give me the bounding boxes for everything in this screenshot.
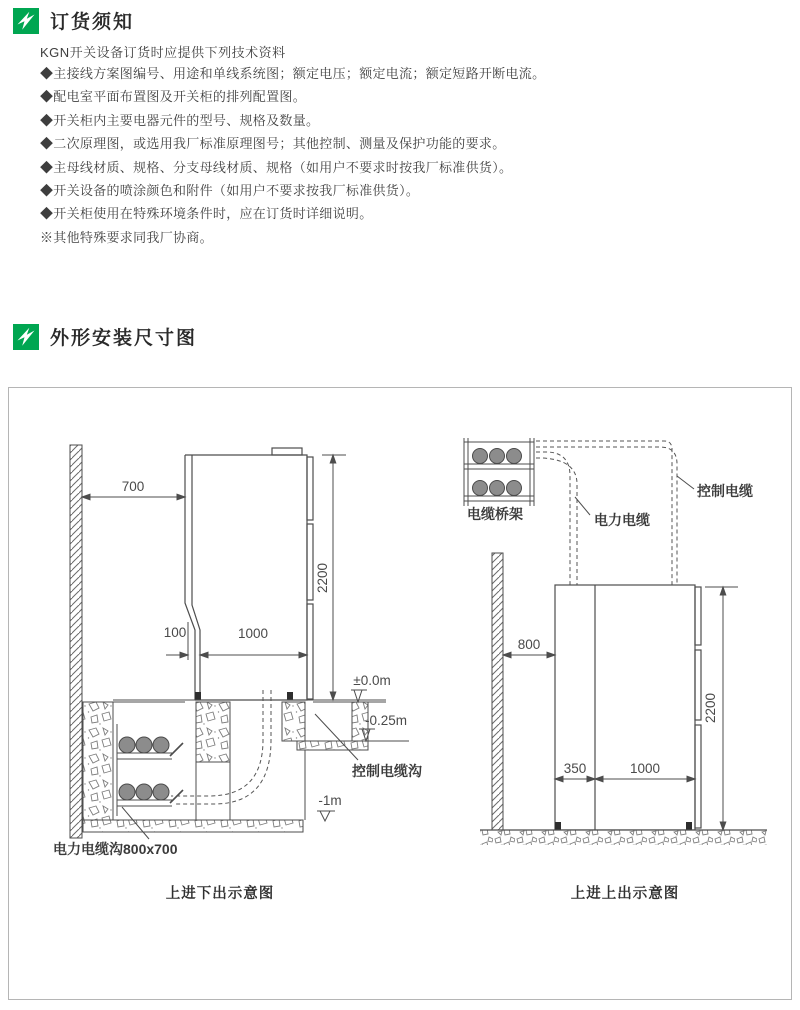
wall-hatch [492,553,503,830]
cable-shelf [117,784,183,806]
notice-item: ◆开关柜使用在特殊环境条件时，应在订货时详细说明。 [40,206,373,222]
cabinet-foot [195,692,201,700]
dim-height-label: 2200 [315,562,330,594]
power-cable-section [119,784,135,800]
cable-shelf [117,737,183,759]
rear-panel-segment [307,524,313,600]
cabinet-foot [287,692,293,700]
cabinet-side-view [555,585,701,830]
dim-front-label: 350 [563,761,587,776]
power-cable-section [136,784,152,800]
notice-item: ◆二次原理图，或选用我厂标准原理图号；其他控制、测量及保护功能的要求。 [40,136,506,152]
trench-pier [196,702,230,762]
notice-item: ◆主接线方案图编号、用途和单线系统图；额定电压；额定电流；额定短路开断电流。 [40,66,546,81]
drawing-title: 外形安装尺寸图 [50,328,198,349]
dim-depth-label: 1000 [629,761,661,776]
rear-panel-segment [307,457,313,520]
tray-cable [473,449,488,464]
ground-gravel [480,830,767,845]
level-trench-label: -1m [318,793,342,808]
wall-hatch [70,445,82,838]
power-cable-section [119,737,135,753]
dim-front-label: 100 [163,625,187,640]
rear-panel-segment [307,604,313,699]
notice-item: ◆开关柜内主要电器元件的型号、规格及数量。 [40,112,320,128]
dim-wall-label: 700 [121,479,145,494]
notice-title: 订货须知 [50,12,135,33]
dim-height-label: 2200 [703,692,718,724]
power-cable-section [153,784,169,800]
cable-tray [464,438,534,506]
dimension-diagram-panel [8,387,792,1000]
rear-panel-segment [695,725,701,828]
level-pit-label: -0.25m [365,713,408,728]
level-zero-label: ±0.0m [353,673,391,688]
notice-section-header [13,7,134,34]
installation-diagrams [9,388,791,999]
leader-line [677,476,694,489]
dim-wall-label: 800 [517,637,541,652]
cable-tray-label: 电缆桥架 [467,506,523,522]
notice-item: ◆主母线材质、规格、分支母线材质、规格（如用户不要求时按我厂标准供货）。 [40,159,513,175]
cabinet-side-view [185,448,313,700]
dim-1000 [200,652,307,658]
notice-item: ◆开关设备的喷涂颜色和附件（如用户不要求按我厂标准供货）。 [40,182,420,198]
dim-depth-label: 1000 [237,626,269,641]
tray-cable [490,481,505,496]
dim-800 [503,652,555,658]
cabinet-foot [686,822,692,830]
right-diagram [464,438,767,902]
flash-icon [13,8,39,34]
flash-icon [13,324,39,350]
power-cable-trench [83,690,305,832]
notice-item: ◆配电室平面布置图及开关柜的排列配置图。 [40,89,307,105]
left-diagram [53,445,422,902]
notice-item: ※其他特殊要求同我厂协商。 [40,229,213,245]
cabinet-foot [555,822,561,830]
dim-350-1000 [555,776,695,782]
notice-intro: KGN开关设备订货时应提供下列技术资料 [40,45,286,60]
power-cable-section [153,737,169,753]
power-cable-label: 电力电缆 [594,512,650,528]
tray-cable [507,481,522,496]
left-caption: 上进下出示意图 [165,886,275,902]
lifting-lug [272,448,302,455]
power-cable-section [136,737,152,753]
power-trench-label: 电力电缆沟800x700 [53,841,178,857]
tray-cable [473,481,488,496]
rear-panel-segment [695,587,701,645]
notice-list [40,62,545,249]
right-caption: 上进上出示意图 [570,886,680,902]
tray-cable [507,449,522,464]
drawing-section-header [13,323,197,350]
control-cable-label: 控制电缆 [697,483,753,499]
tray-cable [490,449,505,464]
dim-700 [82,494,185,500]
rear-panel-segment [695,650,701,720]
control-trench-label: 控制电缆沟 [352,763,422,779]
